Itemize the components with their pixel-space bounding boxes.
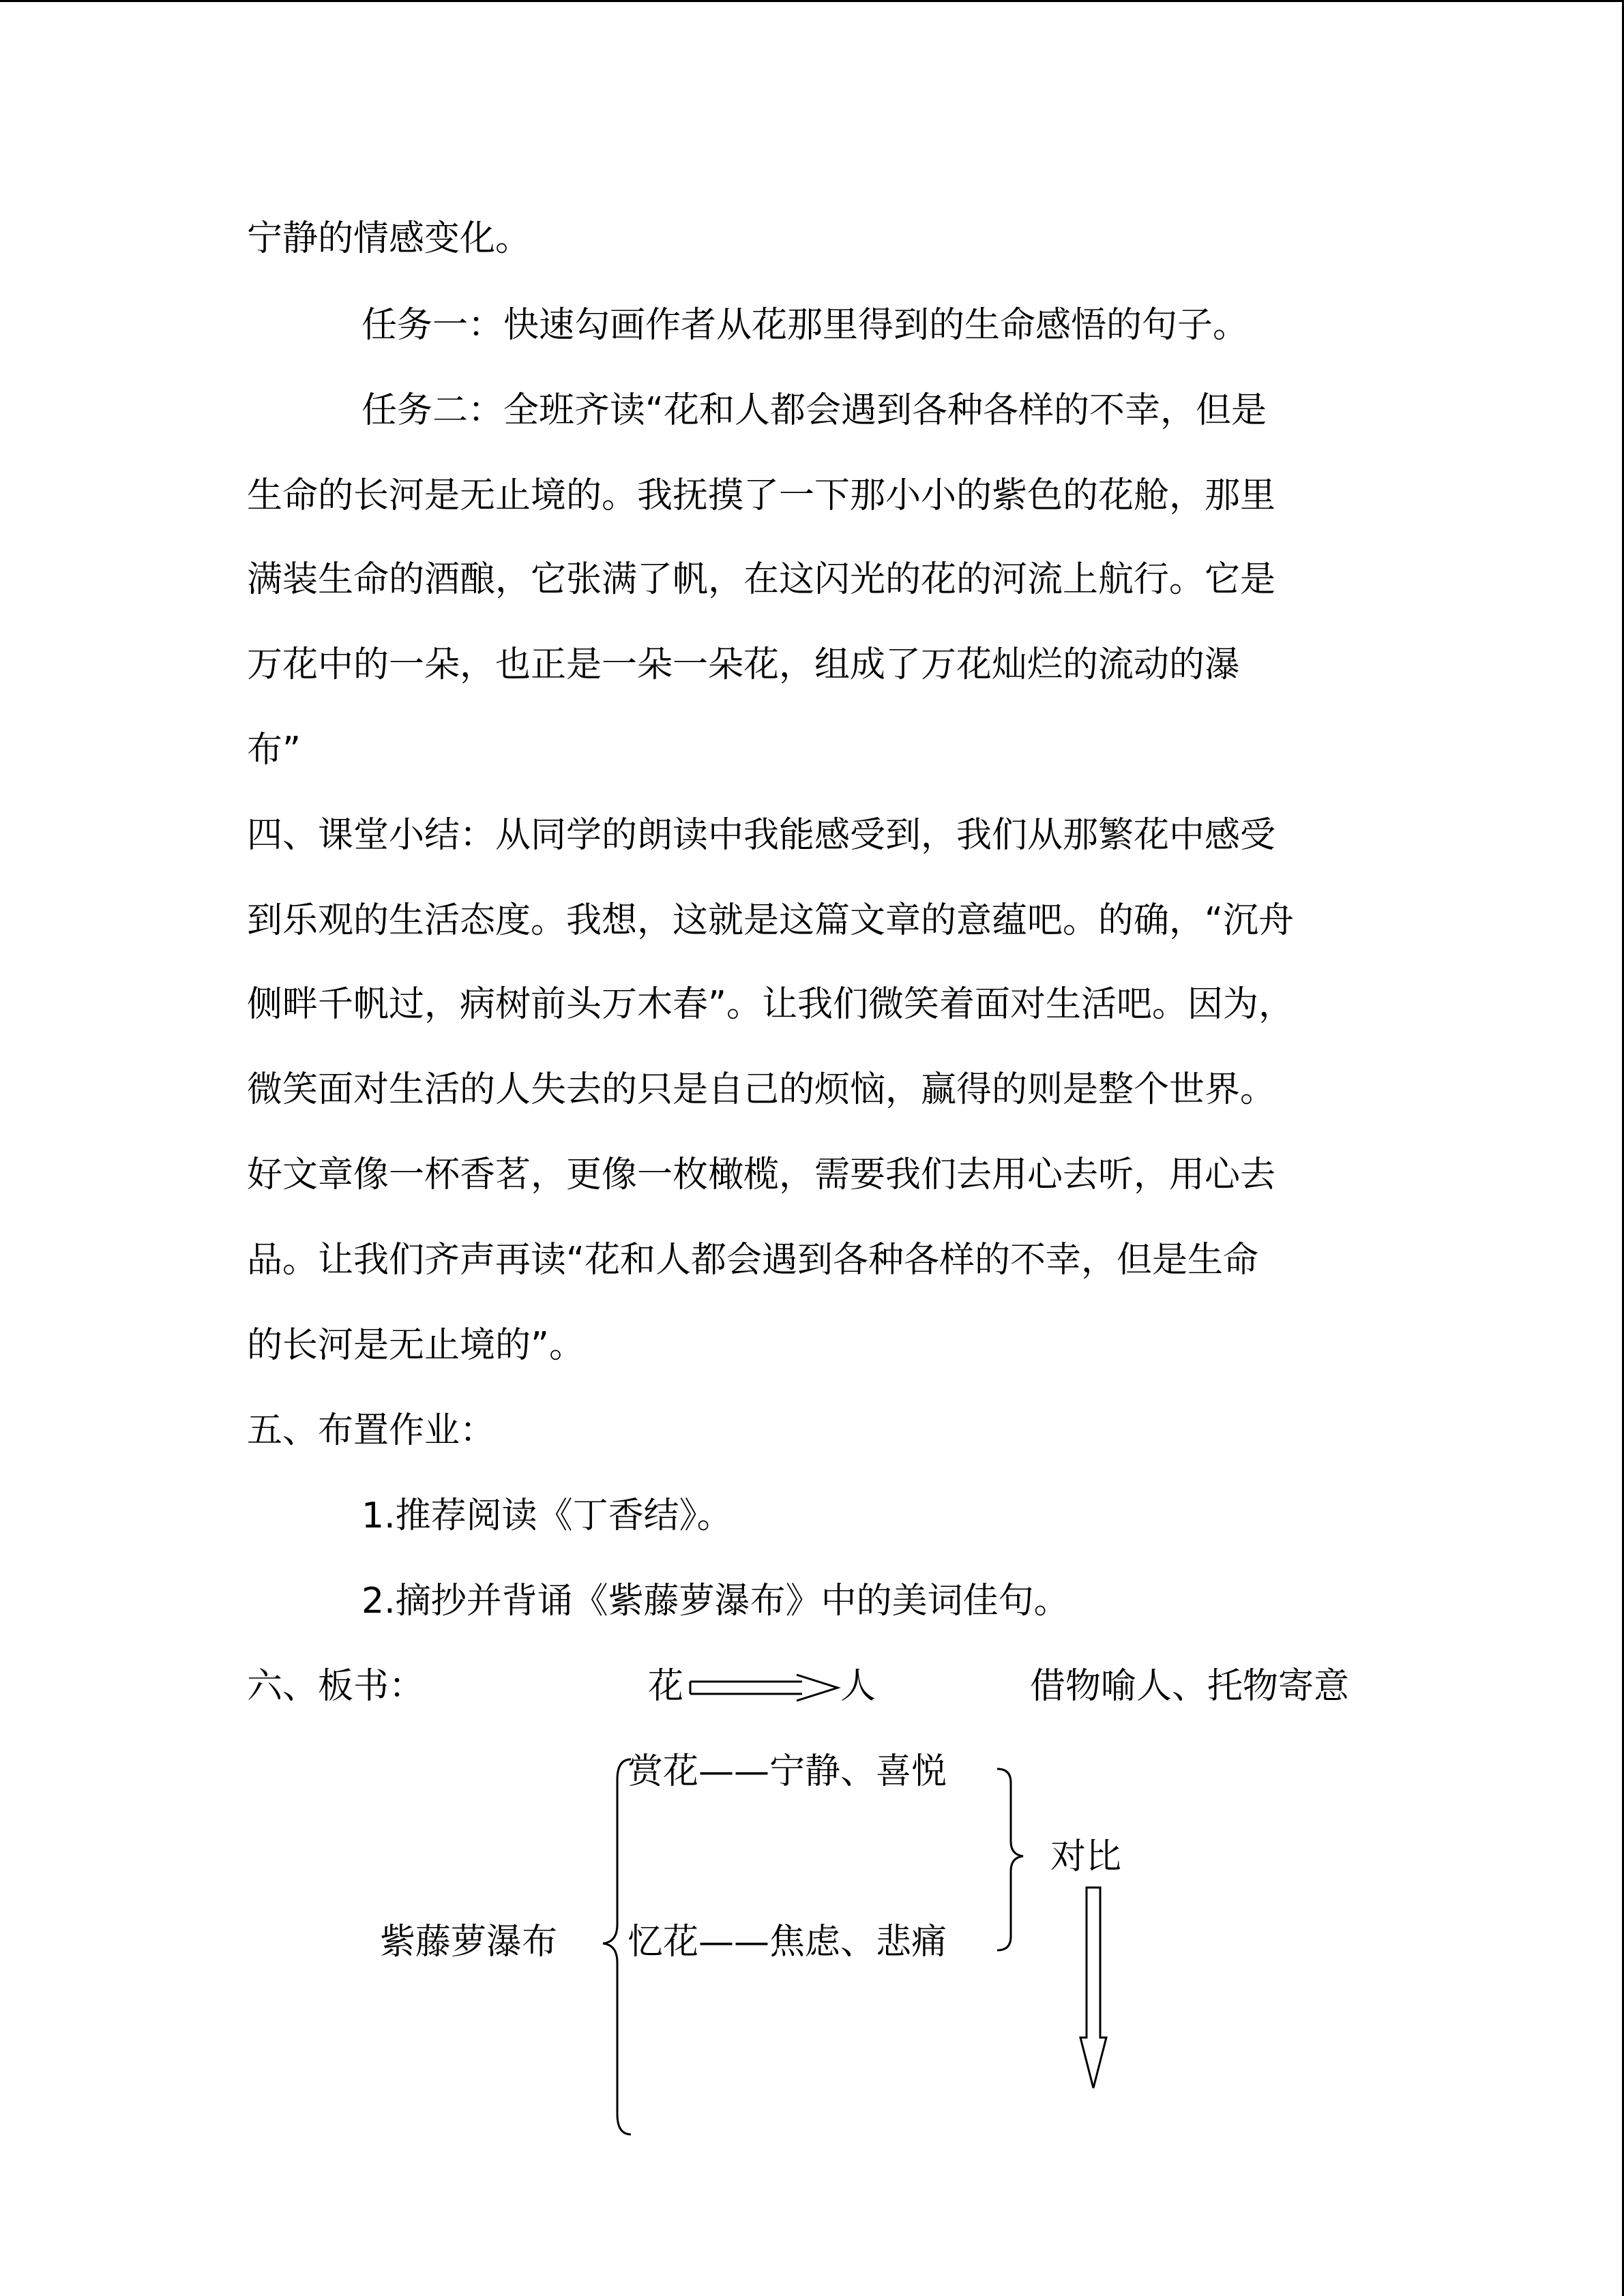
task-two: 任务二：全班齐读“花和人都会遇到各种各样的不幸，但是 [361,390,1267,431]
homework-item: 2.摘抄并背诵《紫藤萝瀑布》中的美词佳句。 [361,1581,1069,1622]
down-arrow-icon [1080,1888,1106,2088]
paragraph-line: 布” [247,730,301,771]
task-one: 任务一：快速勾画作者从花那里得到的生命感悟的句子。 [361,305,1249,346]
paragraph-line: 满装生命的酒酿，它张满了帆，在这闪光的花的河流上航行。它是 [247,559,1276,600]
paragraph-line: 的长河是无止境的”。 [247,1325,585,1366]
board-item-recall: 忆花——焦虑、悲痛 [628,1922,947,1963]
section-homework: 五、布置作业： [247,1410,496,1451]
section-summary: 四、课堂小结：从同学的朗读中我能感受到，我们从那繁花中感受 [247,815,1276,856]
board-theme: 借物喻人、托物寄意 [1030,1666,1350,1707]
board-item-appreciate: 赏花——宁静、喜悦 [628,1751,947,1792]
paragraph-line: 微笑面对生活的人失去的只是自己的烦恼，赢得的则是整个世界。 [247,1069,1276,1110]
paragraph-line: 品。让我们齐声再读“花和人都会遇到各种各样的不幸，但是生命 [247,1240,1258,1281]
paragraph-line: 宁静的情感变化。 [247,218,531,259]
homework-item: 1.推荐阅读《丁香结》。 [361,1495,733,1536]
right-brace-icon [997,1769,1023,1950]
paragraph-line: 生命的长河是无止境的。我抚摸了一下那小小的紫色的花舱，那里 [247,475,1276,516]
paragraph-line: 到乐观的生活态度。我想，这就是这篇文章的意蕴吧。的确，“沉舟 [247,900,1294,941]
paragraph-line: 万花中的一朵，也正是一朵一朵花，组成了万花灿烂的流动的瀑 [247,644,1241,685]
board-heading: 六、板书： [247,1666,425,1707]
board-person: 人 [840,1666,876,1707]
board-title: 紫藤萝瀑布 [380,1922,558,1963]
left-brace-icon [603,1759,631,2134]
board-contrast: 对比 [1050,1836,1122,1877]
board-flower: 花 [648,1666,684,1707]
paragraph-line: 好文章像一杯香茗，更像一枚橄榄，需要我们去用心去听，用心去 [247,1154,1276,1195]
double-arrow-icon [690,1675,838,1701]
paragraph-line: 侧畔千帆过，病树前头万木春”。让我们微笑着面对生活吧。因为， [247,984,1294,1025]
